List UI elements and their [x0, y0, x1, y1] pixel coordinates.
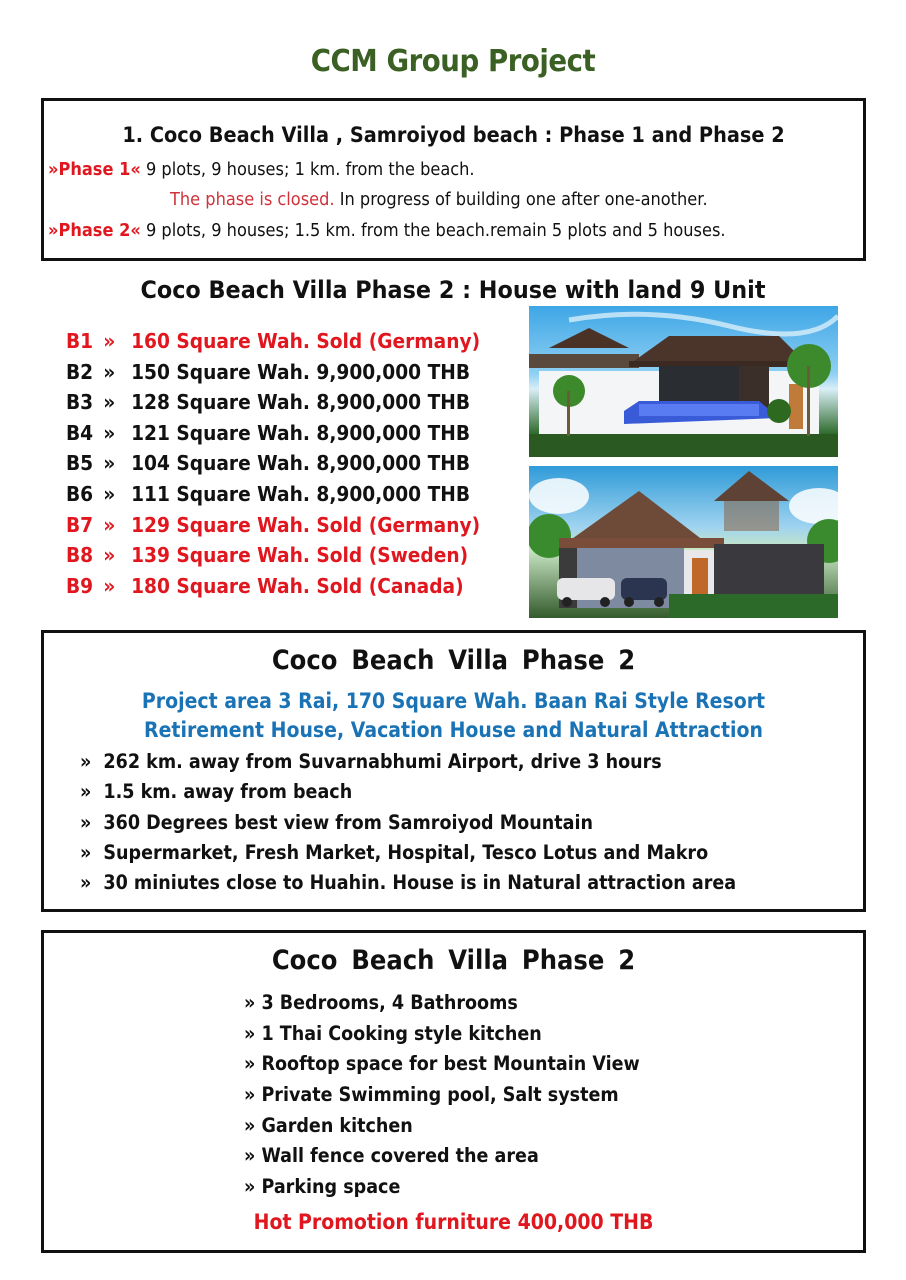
- separator-glyph: »: [103, 359, 116, 384]
- separator-glyph: »: [103, 512, 116, 537]
- unit-code: B2: [66, 359, 94, 384]
- unit-size: 128 Square Wah.: [131, 390, 310, 415]
- feature-item: » Garden kitchen: [244, 1114, 413, 1137]
- unit-code: B1: [66, 329, 94, 353]
- villa-pool-illustration: [529, 306, 838, 457]
- bullet-text: 360 Degrees best view from Samroiyod Mountain: [103, 811, 593, 834]
- unit-status: 8,900,000 THB: [316, 481, 471, 506]
- feature-item: » Parking space: [244, 1175, 401, 1198]
- unit-size: 129 Square Wah.: [131, 512, 310, 537]
- location-bullet: [80, 841, 708, 864]
- phase1-status-line: [170, 189, 708, 210]
- bullet-text: 262 km. away from Suvarnabhumi Airport, drive 3 hours: [103, 750, 662, 773]
- phase1-progress-status: In progress of building one after one-another.: [339, 189, 708, 210]
- feature-item: » 1 Thai Cooking style kitchen: [244, 1022, 542, 1045]
- unit-size: 121 Square Wah.: [131, 420, 310, 445]
- unit-status: 9,900,000 THB: [316, 359, 471, 384]
- bullet-text: Supermarket, Fresh Market, Hospital, Tesco Lotus and Makro: [103, 841, 709, 864]
- feature-item: » Rooftop space for best Mountain View: [244, 1052, 640, 1075]
- unit-row-b5: [66, 448, 480, 479]
- project-heading: 1. Coco Beach Villa , Samroiyod beach : Phase 1 and Phase 2: [122, 123, 785, 147]
- separator-glyph: »: [103, 543, 116, 568]
- unit-size: 104 Square Wah.: [131, 451, 310, 476]
- bullet-glyph: »: [80, 780, 92, 803]
- location-bullet: [80, 871, 736, 894]
- feature-item: » 3 Bedrooms, 4 Bathrooms: [244, 991, 518, 1014]
- phase1-line: [48, 159, 475, 180]
- feature-item: » Wall fence covered the area: [244, 1144, 539, 1167]
- bullet-glyph: »: [80, 750, 92, 773]
- unit-status: Sold (Canada): [316, 573, 464, 598]
- location-heading: Coco Beach Villa Phase 2: [271, 645, 636, 676]
- unit-code: B3: [66, 390, 94, 415]
- unit-row-b9: [66, 571, 480, 602]
- unit-row-b2: [66, 357, 480, 388]
- unit-code: B9: [66, 573, 94, 598]
- phase1-text: 9 plots, 9 houses; 1 km. from the beach.: [145, 159, 475, 180]
- unit-status: 8,900,000 THB: [316, 451, 471, 476]
- villa-front-photo: [529, 466, 838, 618]
- bullet-text: 1.5 km. away from beach: [103, 780, 353, 803]
- feature-item: » Private Swimming pool, Salt system: [244, 1083, 619, 1106]
- features-box: [41, 930, 866, 1253]
- unit-row-b8: [66, 540, 480, 571]
- units-heading: Coco Beach Villa Phase 2 : House with land 9 Unit: [140, 276, 766, 304]
- unit-status: Sold (Sweden): [316, 543, 469, 568]
- features-heading: Coco Beach Villa Phase 2: [271, 945, 636, 976]
- separator-glyph: »: [103, 451, 116, 476]
- bullet-text: 30 miniutes close to Huahin. House is in Natural attraction area: [103, 871, 737, 894]
- unit-code: B5: [66, 451, 94, 476]
- villa-front-illustration: [529, 466, 838, 618]
- unit-status: 8,900,000 THB: [316, 420, 471, 445]
- phase1-label: »Phase 1«: [48, 159, 141, 180]
- unit-size: 111 Square Wah.: [131, 481, 310, 506]
- unit-status: Sold (Germany): [316, 329, 481, 353]
- unit-row-b7: [66, 510, 480, 541]
- page-title: CCM Group Project: [310, 44, 596, 79]
- unit-code: B7: [66, 512, 94, 537]
- separator-glyph: »: [103, 329, 116, 353]
- project-purpose-text: Retirement House, Vacation House and Natural Attraction: [144, 718, 763, 742]
- unit-size: 139 Square Wah.: [131, 543, 310, 568]
- villa-pool-photo: [529, 306, 838, 457]
- unit-status: Sold (Germany): [316, 512, 481, 537]
- unit-code: B8: [66, 543, 94, 568]
- phase1-closed-status: The phase is closed.: [170, 189, 335, 210]
- bullet-glyph: »: [80, 841, 92, 864]
- phase2-label: »Phase 2«: [48, 220, 141, 241]
- unit-list: [66, 326, 511, 601]
- phase2-line: [48, 220, 726, 241]
- unit-row-b3: [66, 387, 480, 418]
- project-overview-box: [41, 98, 866, 261]
- unit-row-b4: [66, 418, 480, 449]
- location-bullet: [80, 750, 662, 773]
- unit-code: B6: [66, 481, 94, 506]
- unit-code: B4: [66, 420, 94, 445]
- separator-glyph: »: [103, 390, 116, 415]
- unit-size: 180 Square Wah.: [131, 573, 310, 598]
- separator-glyph: »: [103, 420, 116, 445]
- unit-size: 160 Square Wah.: [131, 329, 310, 353]
- location-box: [41, 630, 866, 912]
- unit-status: 8,900,000 THB: [316, 390, 471, 415]
- unit-size: 150 Square Wah.: [131, 359, 310, 384]
- location-bullet: [80, 780, 352, 803]
- bullet-glyph: »: [80, 871, 92, 894]
- bullet-glyph: »: [80, 811, 92, 834]
- unit-row-b1: [66, 326, 480, 357]
- phase2-text: 9 plots, 9 houses; 1.5 km. from the beach.remain 5 plots and 5 houses.: [145, 220, 726, 241]
- promotion-text: Hot Promotion furniture 400,000 THB: [253, 1210, 654, 1234]
- separator-glyph: »: [103, 573, 116, 598]
- separator-glyph: »: [103, 481, 116, 506]
- project-area-text: Project area 3 Rai, 170 Square Wah. Baan Rai Style Resort: [141, 689, 766, 713]
- unit-row-b6: [66, 479, 480, 510]
- location-bullet: [80, 811, 593, 834]
